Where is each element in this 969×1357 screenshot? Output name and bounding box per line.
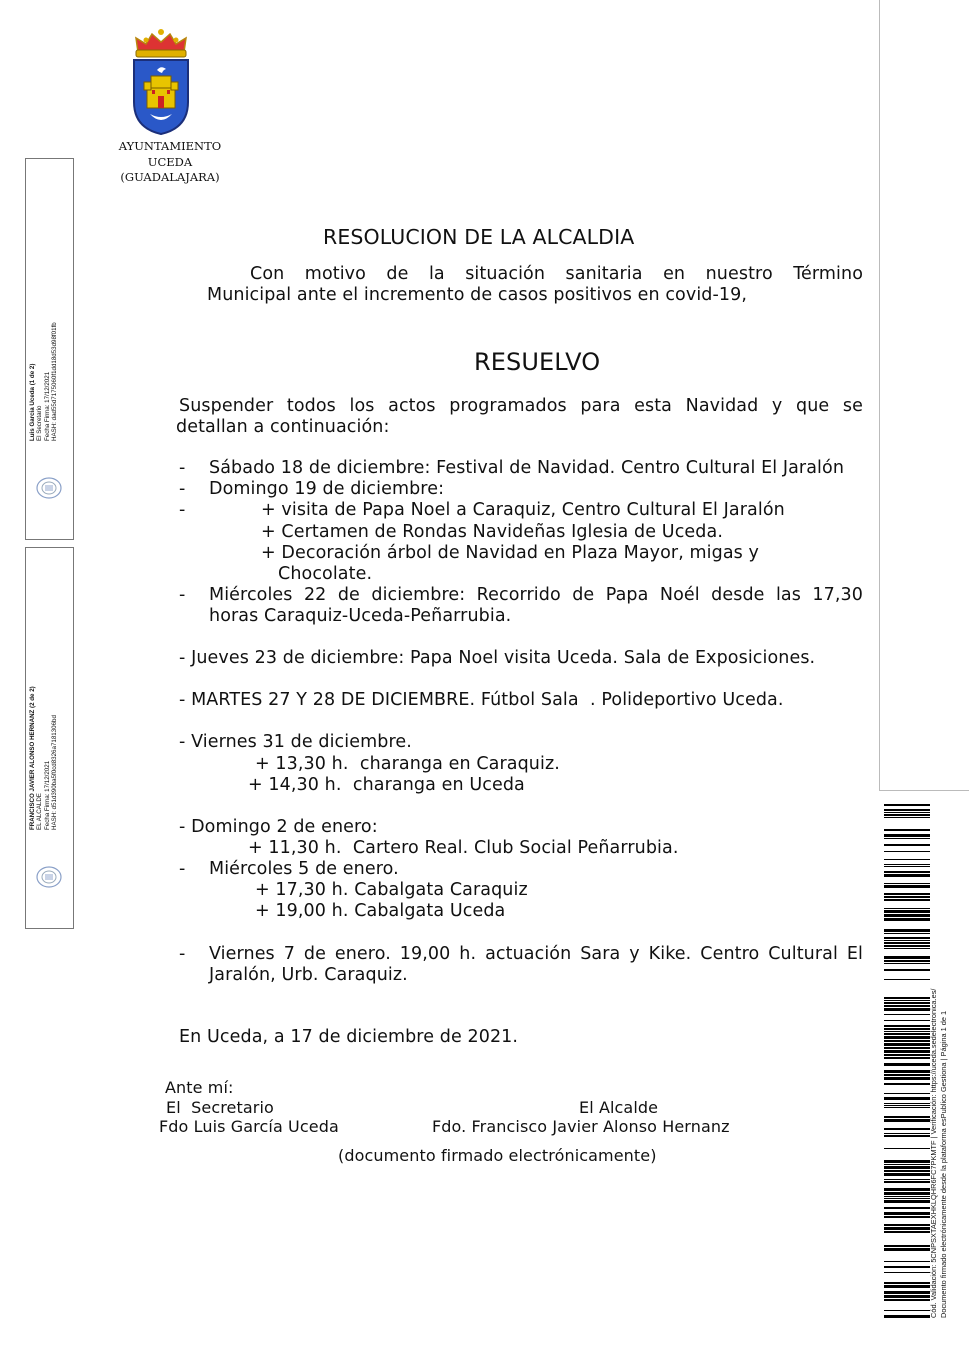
barcode-icon (884, 804, 930, 1319)
suspend-line-1: Suspender todos los actos programados para esta Navidad y que se (179, 396, 863, 416)
list-item-continued: Jaralón, Urb. Caraquiz. (209, 965, 408, 985)
signature-date: Fecha Firma: 17/12/2021 (43, 371, 51, 441)
mayor-name: Fdo. Francisco Javier Alonso Hernanz (432, 1117, 730, 1136)
list-subitem: + Decoración árbol de Navidad en Plaza Mayor, migas y (261, 543, 760, 563)
resuelvo-heading: RESUELVO (474, 348, 601, 376)
verification-line-1: Cód. Validación: 5CNPSXTAEXHKLQHR6FC7PKMTF | Verificación: https://uceda.sedelectronica.es/ (929, 988, 938, 1318)
secretary-name: Fdo Luis García Uceda (159, 1117, 339, 1136)
list-dash: - (179, 500, 186, 520)
intro-line-2: Municipal ante el incremento de casos positivos en covid-19, (207, 285, 748, 305)
electronic-signature-note: (documento firmado electrónicamente) (338, 1146, 657, 1165)
org-line-1: AYUNTAMIENTO (118, 139, 222, 153)
list-item: - Domingo 2 de enero: (179, 817, 378, 837)
list-item: Sábado 18 de diciembre: Festival de Navidad. Centro Cultural El Jaralón (209, 458, 845, 478)
signature-box-mayor (25, 547, 74, 929)
list-dash: - (179, 458, 186, 478)
list-subitem: + 13,30 h. charanga en Caraquiz. (255, 754, 560, 774)
list-item: Miércoles 22 de diciembre: Recorrido de Papa Noél desde las 17,30 (209, 585, 863, 605)
margin-frame (879, 0, 969, 791)
signature-box-secretary (25, 158, 74, 540)
signer-name: FRANCISCO JAVIER ALONSO HERNANZ (2 de 2) (29, 686, 36, 830)
list-item: Viernes 7 de enero. 19,00 h. actuación Sara y Kike. Centro Cultural El (209, 944, 863, 964)
list-item: - MARTES 27 Y 28 DE DICIEMBRE. Fútbol Sala . Polideportivo Uceda. (179, 690, 784, 710)
signer-role: El Secretario (36, 405, 44, 441)
intro-line-1: Con motivo de la situación sanitaria en nuestro Término (250, 264, 863, 284)
signer-role: EL ALCALDE (36, 793, 44, 830)
mayor-role: El Alcalde (579, 1098, 659, 1117)
list-subitem: + visita de Papa Noel a Caraquiz, Centro Cultural El Jaralón (261, 500, 785, 520)
signer-name: Luis Garcia Uceda (1 de 2) (29, 363, 36, 441)
suspend-line-2: detallan a continuación: (176, 417, 390, 437)
list-item-continued: horas Caraquiz-Uceda-Peñarrubia. (209, 606, 512, 626)
seal-stamp-icon (36, 477, 62, 499)
document-title: RESOLUCION DE LA ALCALDIA (323, 225, 635, 249)
signature-hash: HASH: dad55d7175060f1dd18d53d98f01fb (51, 322, 59, 441)
municipal-coat-of-arms (130, 28, 192, 140)
list-subitem-continued: Chocolate. (278, 564, 373, 584)
org-line-3: (GUADALAJARA) (120, 170, 220, 184)
organization-name (100, 139, 240, 186)
list-item: - Viernes 31 de diciembre. (179, 732, 412, 752)
date-line: En Uceda, a 17 de diciembre de 2021. (179, 1027, 519, 1047)
list-subitem: + 11,30 h. Cartero Real. Club Social Peñarrubia. (248, 838, 679, 858)
list-subitem: + Certamen de Rondas Navideñas Iglesia de Uceda. (261, 522, 723, 542)
list-item: Miércoles 5 de enero. (209, 859, 399, 879)
signature-hash: HASH: d51d390ba5f0cd8326a7181306bd (51, 715, 59, 830)
list-item: Domingo 19 de diciembre: (209, 479, 445, 499)
list-item: - Jueves 23 de diciembre: Papa Noel visita Uceda. Sala de Exposiciones. (179, 648, 816, 668)
list-dash: - (179, 479, 186, 499)
seal-stamp-icon (36, 866, 62, 888)
list-dash: - (179, 944, 186, 964)
signature-date: Fecha Firma: 17/12/2021 (43, 760, 51, 830)
org-line-2: UCEDA (147, 154, 193, 169)
list-subitem: + 17,30 h. Cabalgata Caraquiz (255, 880, 528, 900)
list-dash: - (179, 585, 186, 605)
signature-text-secretary (29, 322, 59, 441)
verification-line-2: Documento firmado electrónicamente desde la plataforma esPublico Gestiona | Página 1 de 1 (938, 1010, 948, 1318)
ante-mi: Ante mí: (165, 1078, 234, 1097)
secretary-role: El Secretario (166, 1098, 274, 1117)
list-subitem: + 19,00 h. Cabalgata Uceda (255, 901, 506, 921)
list-dash: - (179, 859, 186, 879)
signature-text-mayor (29, 686, 59, 830)
verification-text (929, 989, 948, 1318)
list-subitem: + 14,30 h. charanga en Uceda (248, 775, 525, 795)
